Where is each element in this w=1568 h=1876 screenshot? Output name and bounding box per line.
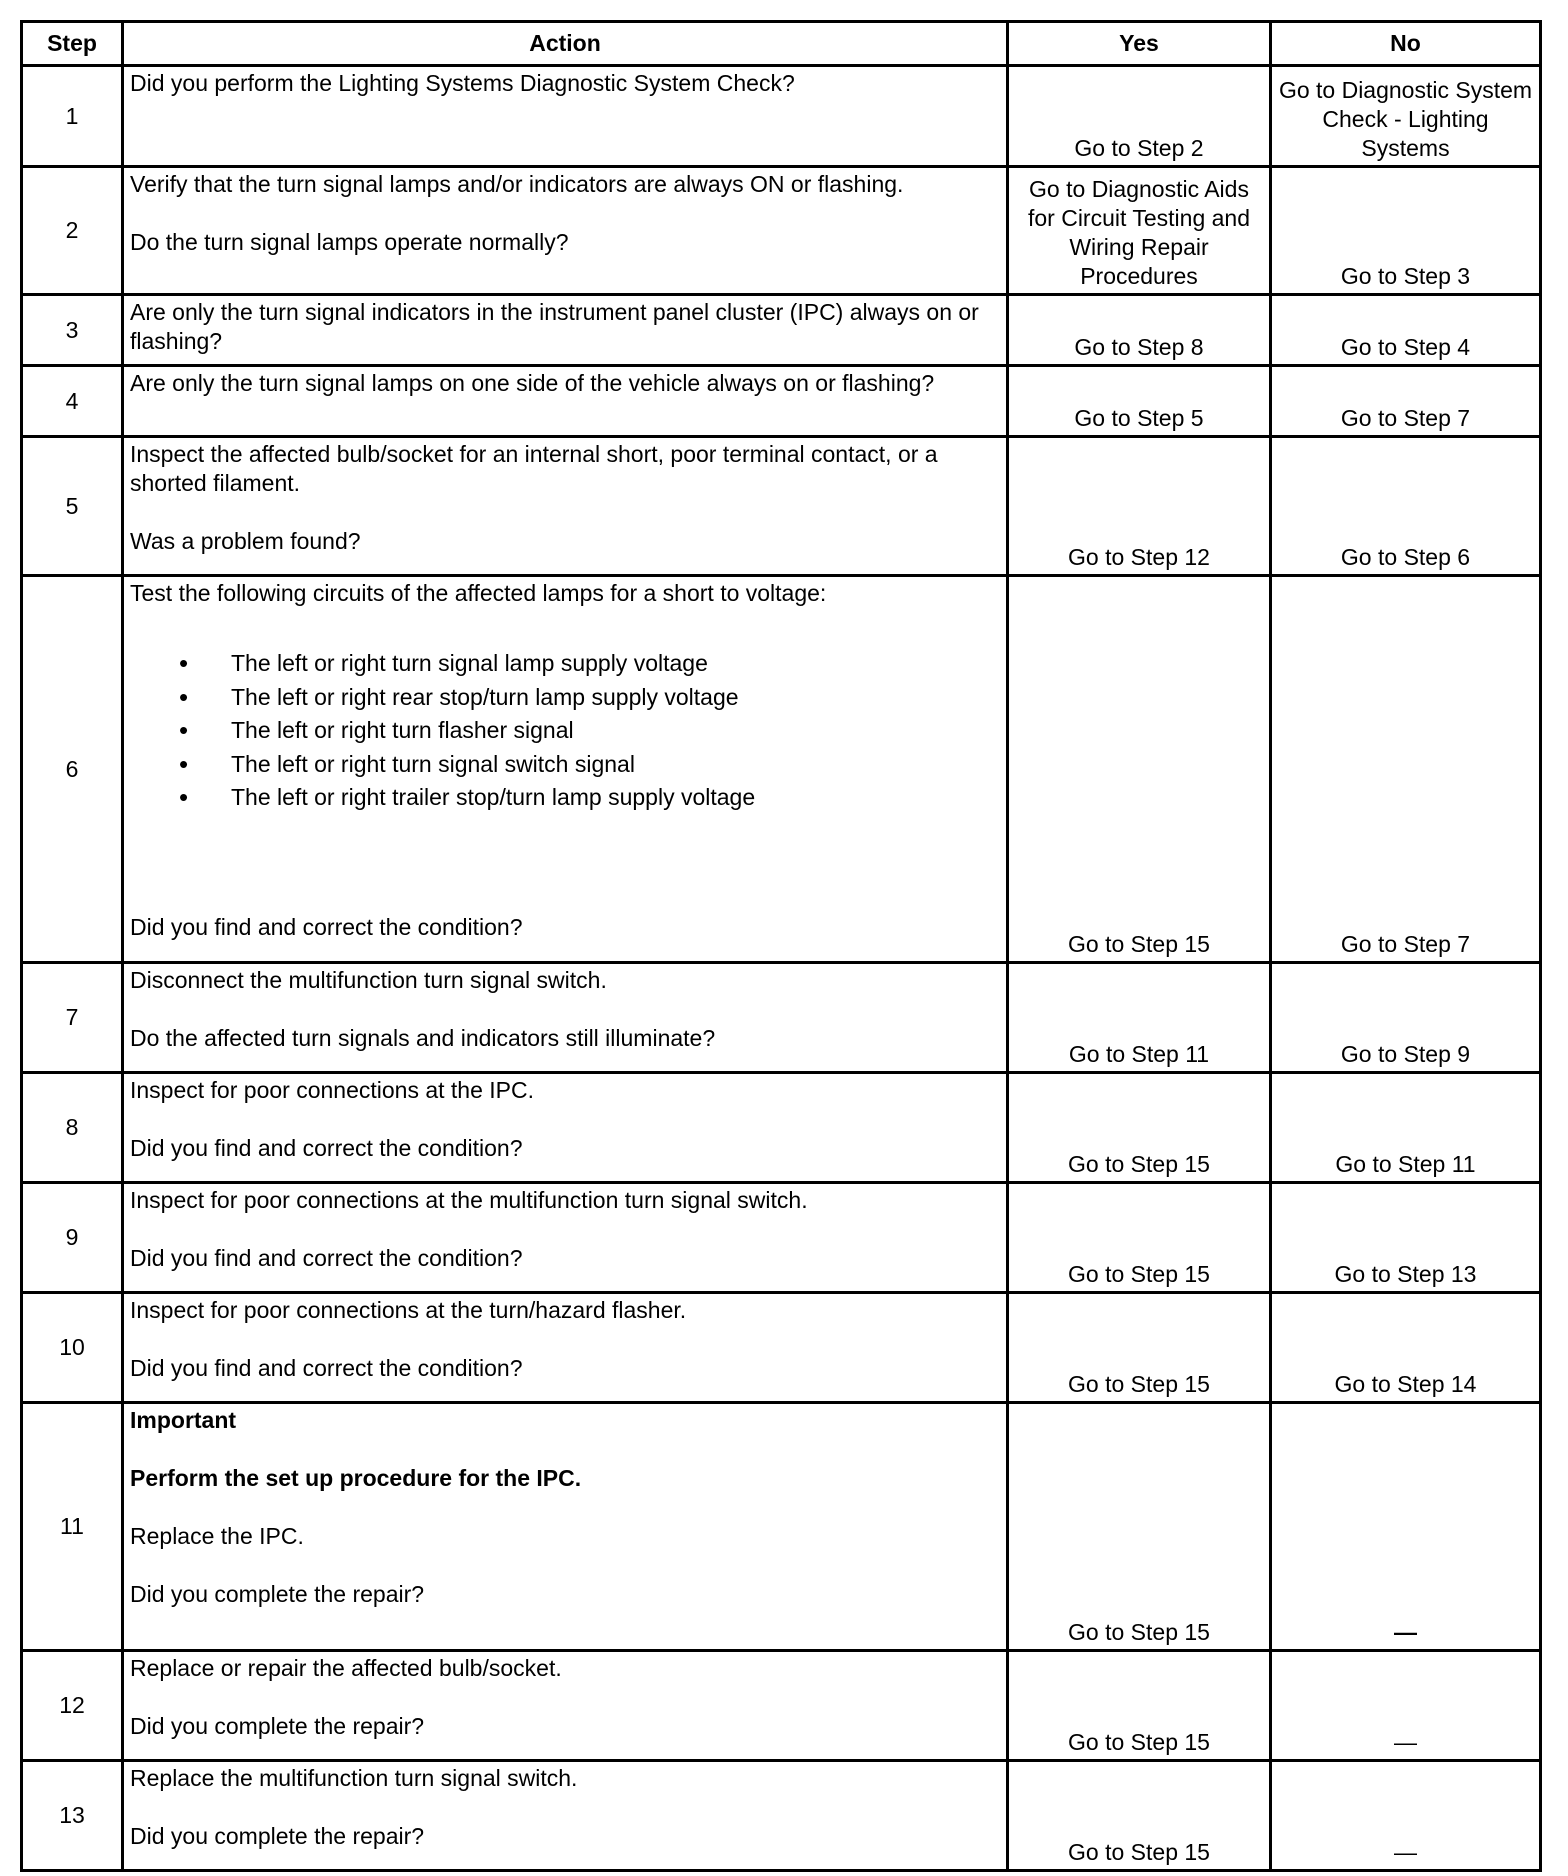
no-cell: Go to Step 7 — [1271, 366, 1541, 437]
action-cell — [123, 167, 1008, 295]
step-number: 6 — [22, 576, 123, 963]
important-label: Important — [130, 1407, 237, 1433]
table-row — [22, 1761, 1541, 1871]
action-cell — [123, 1293, 1008, 1403]
list-item: • The left or right turn flasher signal — [231, 714, 1000, 748]
action-text: Replace the multifunction turn signal switch. — [130, 1765, 578, 1791]
action-question: Do the affected turn signals and indicators still illuminate? — [130, 1025, 716, 1051]
table-row — [22, 1651, 1541, 1761]
table-row — [22, 366, 1541, 437]
table-row — [22, 66, 1541, 167]
step-number: 5 — [22, 437, 123, 576]
action-question: Did you complete the repair? — [130, 1713, 425, 1739]
no-cell: Go to Step 11 — [1271, 1073, 1541, 1183]
header-yes: Yes — [1008, 22, 1271, 66]
action-question: Did you find and correct the condition? — [130, 1355, 523, 1381]
table-row — [22, 963, 1541, 1073]
table-row — [22, 295, 1541, 366]
header-no: No — [1271, 22, 1541, 66]
step-number: 13 — [22, 1761, 123, 1871]
yes-cell: Go to Step 15 — [1008, 1761, 1271, 1871]
step-number: 3 — [22, 295, 123, 366]
yes-cell: Go to Step 15 — [1008, 1651, 1271, 1761]
table-row — [22, 437, 1541, 576]
action-cell — [123, 437, 1008, 576]
action-text: Disconnect the multifunction turn signal switch. — [130, 967, 607, 993]
step-number: 4 — [22, 366, 123, 437]
yes-cell: Go to Step 11 — [1008, 963, 1271, 1073]
action-text: Did you perform the Lighting Systems Diagnostic System Check? — [130, 70, 795, 96]
action-question: Did you find and correct the condition? — [130, 1245, 523, 1271]
yes-cell: Go to Step 15 — [1008, 576, 1271, 963]
diagnostic-table — [20, 20, 1542, 1872]
yes-cell: Go to Step 5 — [1008, 366, 1271, 437]
no-cell: Go to Step 7 — [1271, 576, 1541, 963]
step-number: 2 — [22, 167, 123, 295]
action-cell — [123, 576, 1008, 963]
step-number: 1 — [22, 66, 123, 167]
action-cell — [123, 366, 1008, 437]
action-text: Replace the IPC. — [130, 1523, 304, 1549]
step-number: 9 — [22, 1183, 123, 1293]
action-text: Are only the turn signal lamps on one side of the vehicle always on or flashing? — [130, 370, 935, 396]
no-cell: Go to Step 9 — [1271, 963, 1541, 1073]
header-row — [22, 22, 1541, 66]
step-number: 12 — [22, 1651, 123, 1761]
step-number: 11 — [22, 1403, 123, 1651]
action-question: Do the turn signal lamps operate normally? — [130, 229, 569, 255]
action-question: Was a problem found? — [130, 528, 361, 554]
yes-cell: Go to Step 15 — [1008, 1293, 1271, 1403]
yes-cell: Go to Step 15 — [1008, 1183, 1271, 1293]
action-text: Inspect the affected bulb/socket for an internal short, poor terminal contact, or a shorted filament. — [130, 441, 938, 496]
step-number: 7 — [22, 963, 123, 1073]
yes-cell: Go to Step 8 — [1008, 295, 1271, 366]
yes-cell: Go to Step 15 — [1008, 1073, 1271, 1183]
step-number: 10 — [22, 1293, 123, 1403]
no-cell: Go to Step 3 — [1271, 167, 1541, 295]
circuit-list — [130, 647, 1000, 815]
no-cell: — — [1271, 1761, 1541, 1871]
action-question: Did you find and correct the condition? — [130, 1135, 523, 1161]
action-text: Are only the turn signal indicators in the instrument panel cluster (IPC) always on or flashing? — [130, 299, 979, 354]
list-item: • The left or right rear stop/turn lamp supply voltage — [231, 681, 1000, 715]
action-text: Verify that the turn signal lamps and/or indicators are always ON or flashing. — [130, 171, 904, 197]
yes-cell: Go to Step 12 — [1008, 437, 1271, 576]
action-text: Test the following circuits of the affected lamps for a short to voltage: — [130, 580, 827, 606]
list-item: • The left or right trailer stop/turn lamp supply voltage — [231, 781, 1000, 815]
action-cell — [123, 1651, 1008, 1761]
action-text: Inspect for poor connections at the IPC. — [130, 1077, 535, 1103]
table-row — [22, 1293, 1541, 1403]
table-row — [22, 576, 1541, 963]
no-cell: Go to Step 4 — [1271, 295, 1541, 366]
action-cell — [123, 1183, 1008, 1293]
action-cell — [123, 1073, 1008, 1183]
action-cell — [123, 963, 1008, 1073]
no-cell: Go to Step 14 — [1271, 1293, 1541, 1403]
important-note: Perform the set up procedure for the IPC. — [130, 1465, 582, 1491]
action-question: Did you complete the repair? — [130, 1581, 425, 1607]
action-text: Replace or repair the affected bulb/socket. — [130, 1655, 562, 1681]
no-cell: — — [1271, 1651, 1541, 1761]
list-item: • The left or right turn signal switch signal — [231, 748, 1000, 782]
action-cell — [123, 295, 1008, 366]
header-step: Step — [22, 22, 123, 66]
table-row — [22, 1073, 1541, 1183]
action-text: Inspect for poor connections at the multifunction turn signal switch. — [130, 1187, 808, 1213]
step-number: 8 — [22, 1073, 123, 1183]
no-cell: — — [1271, 1403, 1541, 1651]
no-cell: Go to Step 6 — [1271, 437, 1541, 576]
yes-cell: Go to Step 2 — [1008, 66, 1271, 167]
action-cell — [123, 1761, 1008, 1871]
action-text: Inspect for poor connections at the turn/hazard flasher. — [130, 1297, 687, 1323]
action-question: Did you complete the repair? — [130, 1823, 425, 1849]
table-row — [22, 1183, 1541, 1293]
action-cell — [123, 1403, 1008, 1651]
table-row — [22, 167, 1541, 295]
action-cell — [123, 66, 1008, 167]
yes-cell: Go to Step 15 — [1008, 1403, 1271, 1651]
no-cell: Go to Step 13 — [1271, 1183, 1541, 1293]
no-cell: Go to Diagnostic System Check - Lighting Systems — [1271, 66, 1541, 167]
list-item: • The left or right turn signal lamp supply voltage — [231, 647, 1000, 681]
header-action: Action — [123, 22, 1008, 66]
action-question: Did you find and correct the condition? — [130, 913, 523, 940]
table-row — [22, 1403, 1541, 1651]
yes-cell: Go to Diagnostic Aids for Circuit Testing and Wiring Repair Procedures — [1008, 167, 1271, 295]
